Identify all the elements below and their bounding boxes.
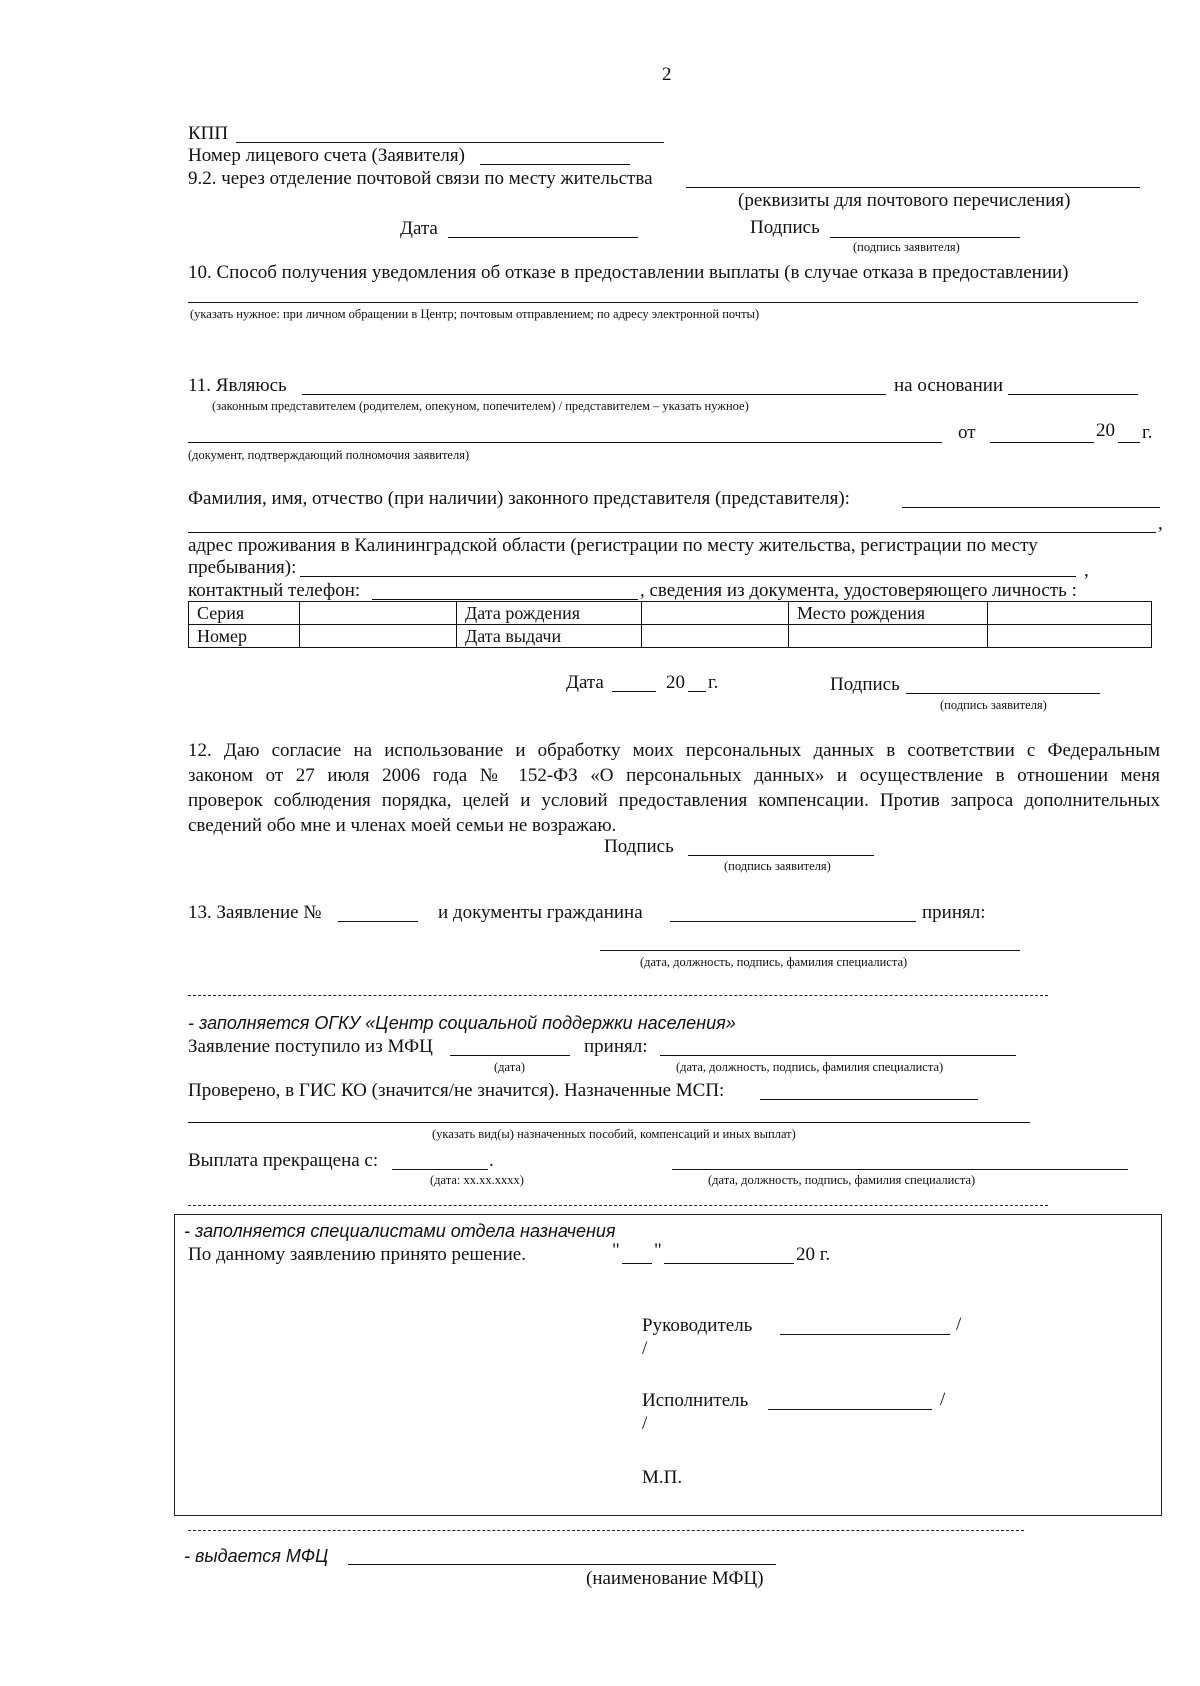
s13-specialist-field[interactable] bbox=[600, 950, 1020, 951]
s11-year-prefix: 20 bbox=[1096, 420, 1115, 441]
s12-line3: проверок соблюдения порядка, целей и условий предоставления компенсации. Против запроса дополнительных bbox=[188, 790, 1160, 811]
table-row bbox=[189, 602, 1152, 625]
s11-fio-field[interactable] bbox=[902, 507, 1160, 508]
dept-title: - заполняется специалистами отдела назначения bbox=[184, 1221, 616, 1241]
s11-id-info-label: , сведения из документа, удостоверяющего личность : bbox=[640, 580, 1077, 601]
dept-year: 20 г. bbox=[796, 1244, 831, 1265]
s11-basis-label: на основании bbox=[894, 375, 1004, 396]
center-date-format-hint: (дата: xx.xx.xxxx) bbox=[430, 1173, 524, 1187]
dept-executor-field[interactable] bbox=[768, 1409, 932, 1410]
s10-hint: (указать нужное: при личном обращении в Центр; почтовым отправлением; по адресу электронной почты) bbox=[190, 307, 760, 321]
center-stopped-label: Выплата прекращена с: bbox=[188, 1150, 379, 1171]
dept-head-slash-2: / bbox=[642, 1338, 648, 1359]
s11-iam-label: 11. Являюсь bbox=[188, 375, 287, 396]
center-stopped-dot: . bbox=[489, 1150, 494, 1171]
s13-accepted: принял: bbox=[922, 902, 986, 923]
s12-line2: законом от 27 июля 2006 года № 152-ФЗ «О персональных данных» и осуществление в отношении меня bbox=[188, 765, 1160, 786]
table-row bbox=[189, 625, 1152, 648]
account-label: Номер лицевого счета (Заявителя) bbox=[188, 145, 465, 166]
s12-sign-field[interactable] bbox=[688, 855, 874, 856]
center-received-label: Заявление поступило из МФЦ bbox=[188, 1036, 433, 1057]
s11-doc-field[interactable] bbox=[188, 442, 942, 443]
series-label: Серия bbox=[189, 602, 300, 625]
mfc-name-field[interactable] bbox=[348, 1564, 776, 1565]
s11-year-field-2[interactable] bbox=[688, 691, 706, 692]
s11-sign-hint: (подпись заявителя) bbox=[940, 698, 1047, 712]
center-title: - заполняется ОГКУ «Центр социальной поддержки населения» bbox=[188, 1013, 736, 1033]
center-msp-field[interactable] bbox=[760, 1099, 978, 1100]
s11-year-suffix: г. bbox=[1142, 422, 1153, 443]
kpp-label: КПП bbox=[188, 123, 229, 144]
id-document-table bbox=[188, 601, 1152, 648]
post-hint: (реквизиты для почтового перечисления) bbox=[738, 190, 1071, 211]
dept-quote-close: " bbox=[654, 1240, 662, 1261]
s11-phone-field[interactable] bbox=[372, 599, 638, 600]
s13-citizen-field[interactable] bbox=[670, 921, 916, 922]
series-value[interactable] bbox=[300, 602, 457, 625]
birth-date-label: Дата рождения bbox=[457, 602, 642, 625]
s11-rep-hint: (законным представителем (родителем, опекуном, попечителем) / представителем – указать нужное) bbox=[212, 399, 749, 413]
date-field[interactable] bbox=[448, 237, 638, 238]
s11-year-prefix-2: 20 bbox=[666, 672, 685, 693]
s11-year-suffix-2: г. bbox=[708, 672, 719, 693]
s12-line4: сведений обо мне и членах моей семьи не возражаю. bbox=[188, 815, 617, 836]
separator-2 bbox=[188, 1205, 1048, 1206]
kpp-field[interactable] bbox=[236, 142, 664, 143]
number-label: Номер bbox=[189, 625, 300, 648]
sign-hint: (подпись заявителя) bbox=[853, 240, 960, 254]
separator-1 bbox=[188, 995, 1048, 996]
s11-sign-label: Подпись bbox=[830, 674, 900, 695]
s11-phone-label: контактный телефон: bbox=[188, 580, 361, 601]
birth-date-value[interactable] bbox=[642, 602, 789, 625]
sign-label: Подпись bbox=[750, 217, 820, 238]
s11-fio-comma: , bbox=[1158, 513, 1163, 534]
s11-address-line2: пребывания): bbox=[188, 557, 297, 578]
s13-label: 13. Заявление № bbox=[188, 902, 322, 923]
s11-date-label: Дата bbox=[566, 672, 604, 693]
dept-day-field[interactable] bbox=[622, 1263, 652, 1264]
mfc-title: - выдается МФЦ bbox=[184, 1546, 329, 1566]
center-checked-label: Проверено, в ГИС КО (значится/не значится). Назначенные МСП: bbox=[188, 1080, 725, 1101]
sign-field[interactable] bbox=[830, 237, 1020, 238]
issue-extra-2[interactable] bbox=[988, 625, 1152, 648]
issue-date-value[interactable] bbox=[642, 625, 789, 648]
dept-stamp: М.П. bbox=[642, 1467, 683, 1488]
center-stopped-date-field[interactable] bbox=[392, 1169, 488, 1170]
center-types-hint: (указать вид(ы) назначенных пособий, компенсаций и иных выплат) bbox=[432, 1127, 796, 1141]
s13-and-docs: и документы гражданина bbox=[438, 902, 643, 923]
center-stopped-specialist-field[interactable] bbox=[672, 1169, 1128, 1170]
s10-label: 10. Способ получения уведомления об отказе в предоставлении выплаты (в случае отказа в предоставлении) bbox=[188, 262, 1069, 283]
s11-address-comma: , bbox=[1084, 560, 1089, 581]
dept-head-slash: / bbox=[956, 1314, 962, 1335]
center-specialist-field[interactable] bbox=[660, 1055, 1016, 1056]
center-date-hint: (дата) bbox=[494, 1060, 526, 1074]
s11-year-field[interactable] bbox=[1118, 442, 1140, 443]
birth-place-value[interactable] bbox=[988, 602, 1152, 625]
s13-number-field[interactable] bbox=[338, 921, 418, 922]
dept-executor-slash-2: / bbox=[642, 1413, 648, 1434]
dept-executor-slash: / bbox=[940, 1389, 946, 1410]
s12-line1: 12. Даю согласие на использование и обработку моих персональных данных в соответствии с Федеральным bbox=[188, 740, 1160, 761]
dept-head-label: Руководитель bbox=[642, 1315, 753, 1336]
center-spec-hint-2: (дата, должность, подпись, фамилия специалиста) bbox=[708, 1173, 976, 1187]
dept-quote-open: " bbox=[612, 1240, 620, 1261]
center-spec-hint: (дата, должность, подпись, фамилия специалиста) bbox=[676, 1060, 944, 1074]
s11-fio-label: Фамилия, имя, отчество (при наличии) законного представителя (представителя): bbox=[188, 488, 850, 509]
center-msp-field-2[interactable] bbox=[188, 1122, 1030, 1123]
s11-date-field[interactable] bbox=[612, 691, 656, 692]
s11-address-field[interactable] bbox=[300, 576, 1076, 577]
s11-basis-field[interactable] bbox=[1008, 394, 1138, 395]
post-field[interactable] bbox=[686, 187, 1140, 188]
s12-sign-hint: (подпись заявителя) bbox=[724, 859, 831, 873]
s13-hint: (дата, должность, подпись, фамилия специалиста) bbox=[640, 955, 908, 969]
issue-extra-1[interactable] bbox=[789, 625, 988, 648]
mfc-hint: (наименование МФЦ) bbox=[586, 1568, 764, 1589]
date-label: Дата bbox=[400, 218, 438, 239]
s11-from-label: от bbox=[958, 422, 976, 443]
s11-sign-field[interactable] bbox=[906, 693, 1100, 694]
post-label: 9.2. через отделение почтовой связи по месту жительства bbox=[188, 168, 653, 189]
s10-field[interactable] bbox=[188, 302, 1138, 303]
page-number: 2 bbox=[662, 64, 672, 85]
dept-executor-label: Исполнитель bbox=[642, 1390, 749, 1411]
s11-from-date-field[interactable] bbox=[990, 442, 1094, 443]
s12-sign-label: Подпись bbox=[604, 836, 674, 857]
s11-address-line1: адрес проживания в Калининградской области (регистрации по месту жительства, регистрации по месту bbox=[188, 535, 1038, 556]
account-field[interactable] bbox=[480, 164, 630, 165]
s11-doc-hint: (документ, подтверждающий полномочия заявителя) bbox=[188, 448, 470, 462]
separator-3 bbox=[188, 1530, 1024, 1531]
dept-month-field[interactable] bbox=[664, 1263, 794, 1264]
dept-decision-label: По данному заявлению принято решение. bbox=[188, 1244, 526, 1265]
number-value[interactable] bbox=[300, 625, 457, 648]
dept-head-field[interactable] bbox=[780, 1334, 950, 1335]
issue-date-label: Дата выдачи bbox=[457, 625, 642, 648]
s11-fio-field-2[interactable] bbox=[188, 532, 1156, 533]
birth-place-label: Место рождения bbox=[789, 602, 988, 625]
center-accepted-label: принял: bbox=[584, 1036, 648, 1057]
s11-role-field[interactable] bbox=[302, 394, 886, 395]
center-received-date-field[interactable] bbox=[450, 1055, 570, 1056]
